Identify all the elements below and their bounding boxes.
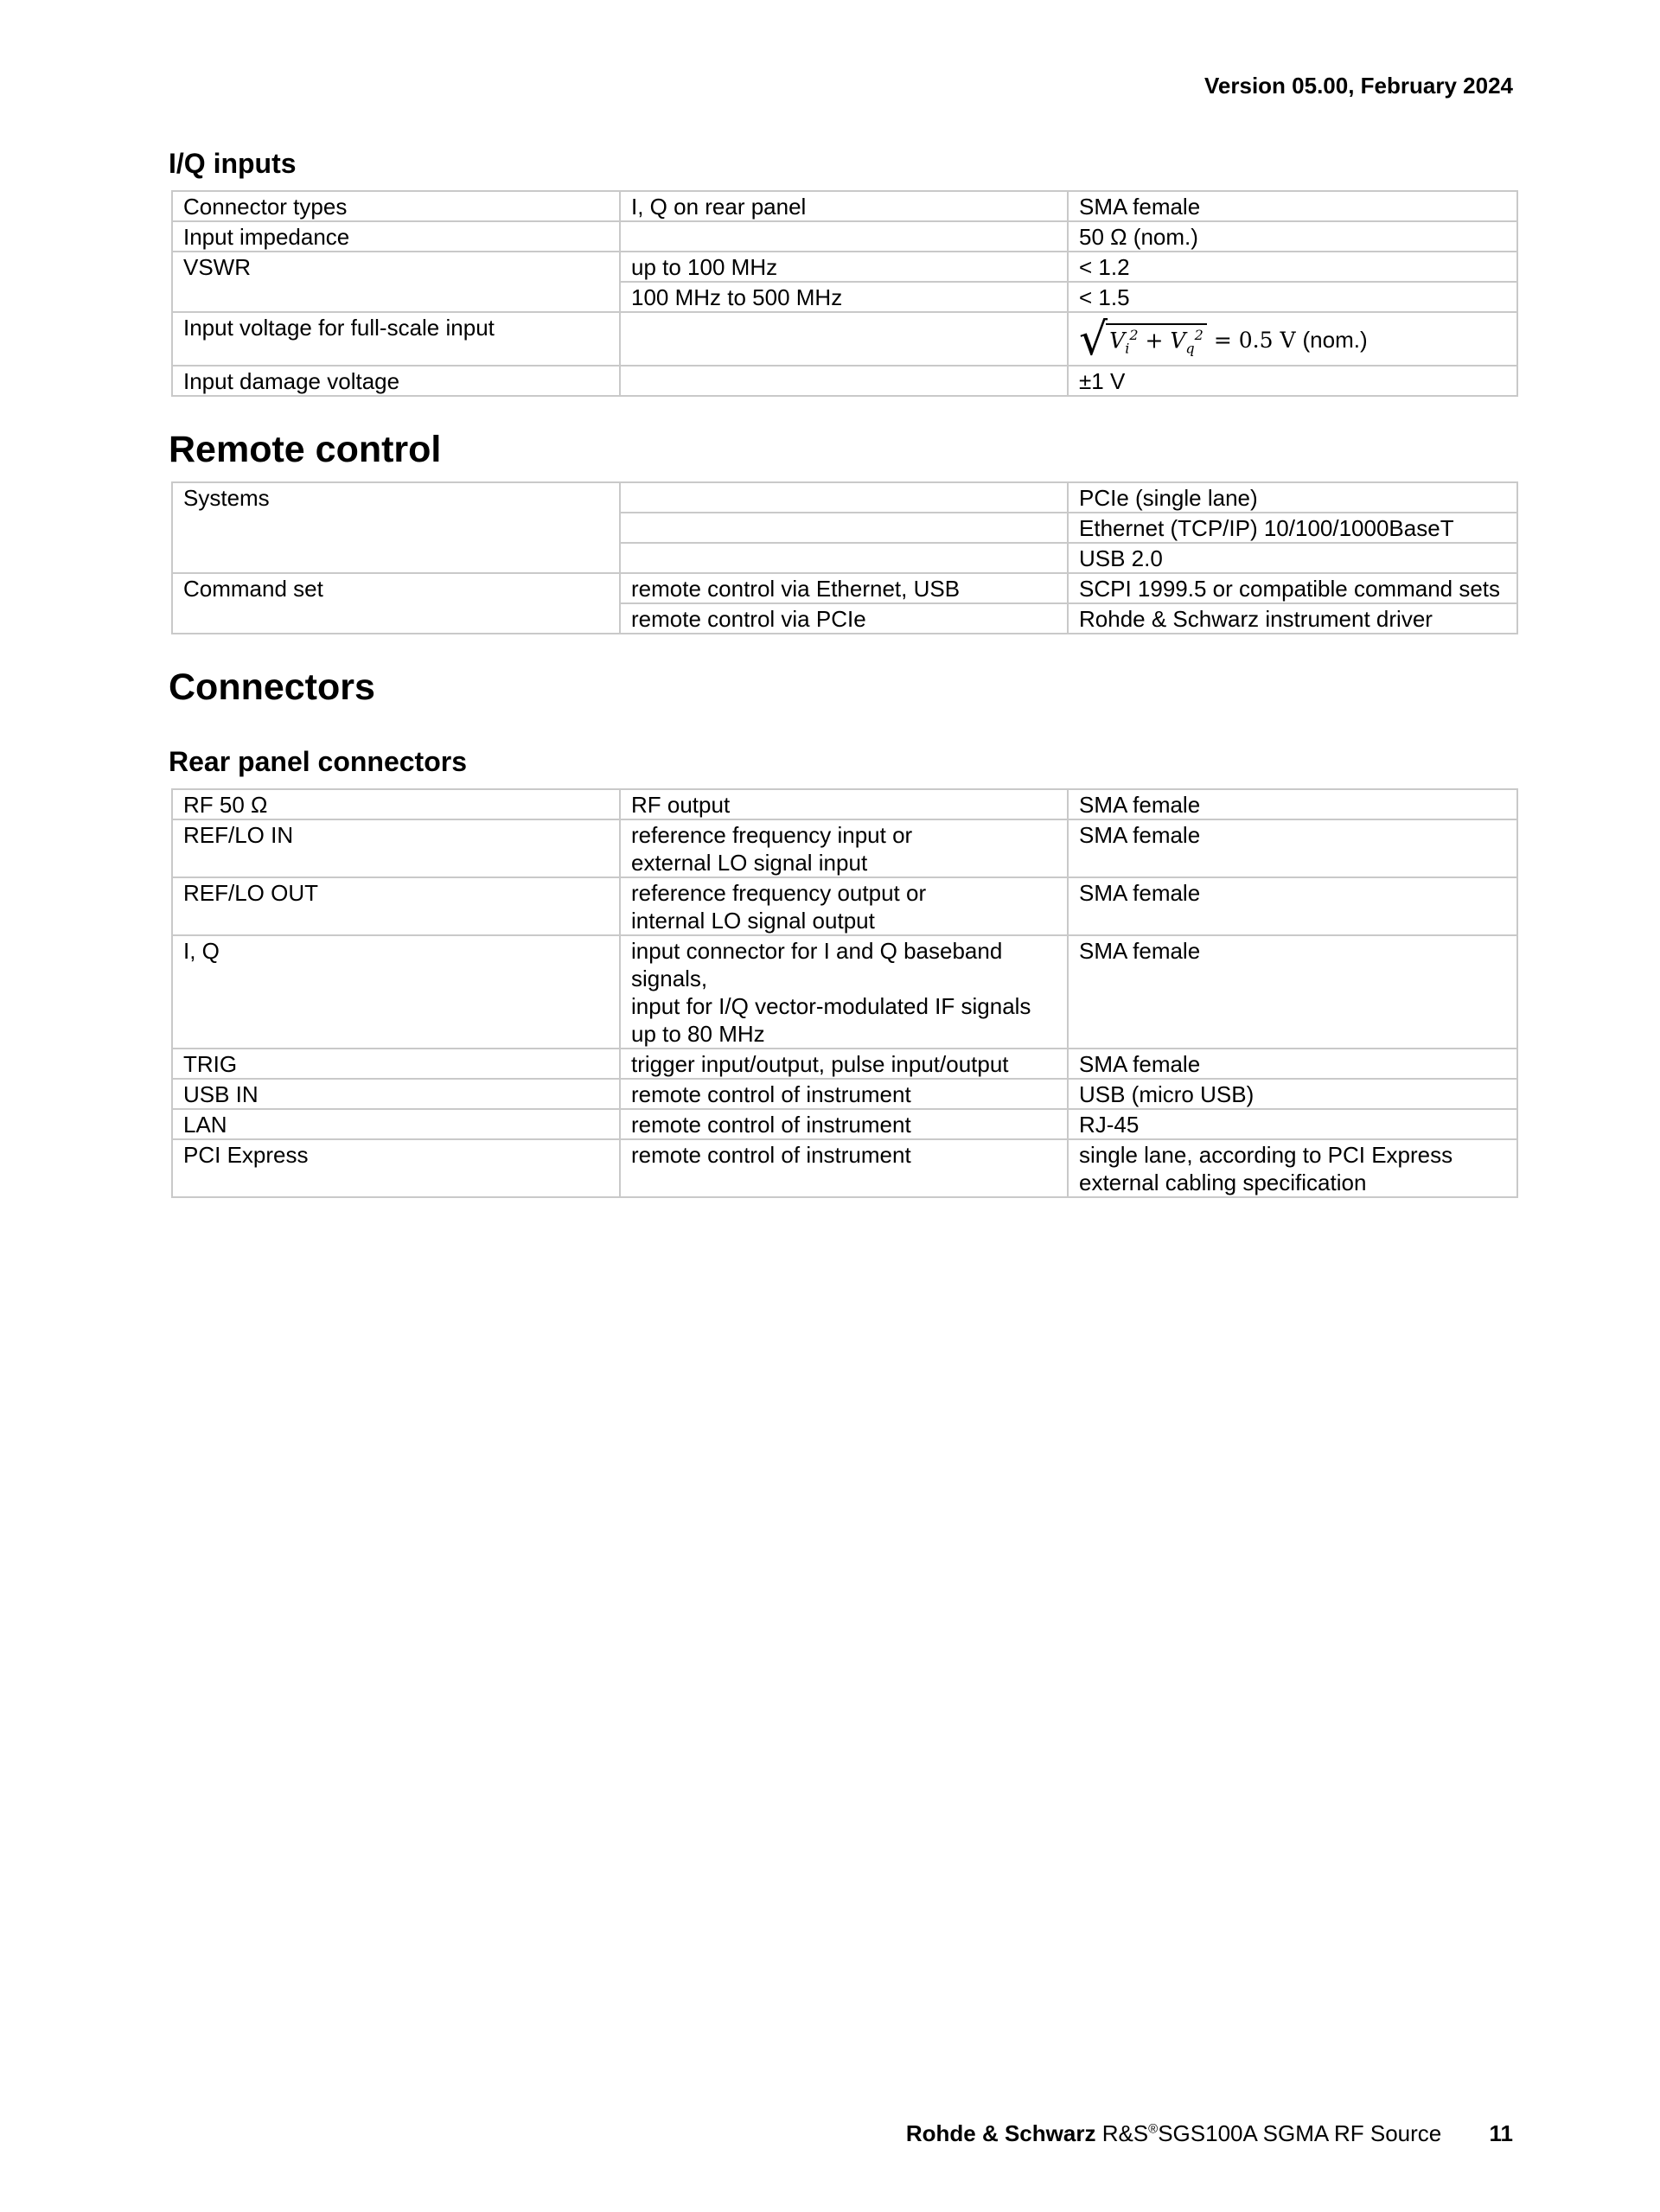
table-cell: RF 50 Ω [172,789,620,819]
table-cell: I, Q [172,935,620,1049]
table-cell: remote control of instrument [620,1079,1068,1109]
table-row [172,1079,1517,1109]
full-scale-formula [1079,314,1368,365]
table-cell: SMA female [1068,789,1517,819]
table-row [172,819,1517,877]
table-cell: REF/LO OUT [172,877,620,935]
table-row [172,1049,1517,1079]
cell-line: signals, [631,965,708,991]
rear-panel-connectors-heading: Rear panel connectors [169,745,467,777]
table-cell [620,366,1068,396]
table-row [172,573,1517,603]
footer-product-prefix: R&S [1101,2120,1149,2146]
cell-line: internal LO signal output [631,907,875,934]
table-row [172,482,1517,513]
table-cell: PCI Express [172,1139,620,1197]
table-cell [1068,312,1517,366]
page-number: 11 [1489,2120,1513,2146]
table-cell: up to 100 MHz [620,252,1068,282]
table-cell: RJ-45 [1068,1109,1517,1139]
table-cell [620,312,1068,366]
table-row [172,252,1517,282]
cell-line: external cabling specification [1079,1169,1367,1195]
table-cell: ±1 V [1068,366,1517,396]
table-cell [620,221,1068,252]
table-row [172,1109,1517,1139]
cell-line: reference frequency input or [631,821,913,848]
table-row [172,1139,1517,1197]
table-cell: LAN [172,1109,620,1139]
page-footer [906,2120,1513,2147]
table-cell: Input damage voltage [172,366,620,396]
footer-product: SGS100A SGMA RF Source [1158,2120,1442,2146]
rear-panel-connectors-table [171,788,1518,1198]
table-cell: 100 MHz to 500 MHz [620,282,1068,312]
document-body [169,147,1517,1198]
table-cell: VSWR [172,252,620,312]
table-cell: RF output [620,789,1068,819]
table-row [172,312,1517,366]
document-version: Version 05.00, February 2024 [1204,73,1513,99]
remote-control-table [171,481,1518,634]
formula-nom: (nom.) [1302,327,1368,354]
table-cell: remote control via PCIe [620,603,1068,634]
table-cell: USB 2.0 [1068,543,1517,573]
table-cell: I, Q on rear panel [620,191,1068,221]
table-cell: REF/LO IN [172,819,620,877]
cell-line: input connector for I and Q baseband [631,937,1003,964]
table-cell [1068,1139,1517,1197]
table-row [172,366,1517,396]
table-row [172,221,1517,252]
iq-inputs-table [171,190,1518,397]
connectors-heading: Connectors [169,666,375,708]
table-cell [620,819,1068,877]
table-cell: SMA female [1068,935,1517,1049]
table-cell: SCPI 1999.5 or compatible command sets [1068,573,1517,603]
table-cell: < 1.2 [1068,252,1517,282]
table-cell [620,482,1068,513]
table-cell: < 1.5 [1068,282,1517,312]
table-row [172,935,1517,1049]
table-cell: remote control of instrument [620,1139,1068,1197]
cell-line: external LO signal input [631,849,868,876]
table-cell: Ethernet (TCP/IP) 10/100/1000BaseT [1068,513,1517,543]
table-cell [620,877,1068,935]
table-cell: remote control via Ethernet, USB [620,573,1068,603]
table-cell: SMA female [1068,191,1517,221]
remote-control-heading: Remote control [169,429,442,471]
table-cell: Command set [172,573,620,634]
table-cell: USB IN [172,1079,620,1109]
table-cell: PCIe (single lane) [1068,482,1517,513]
table-cell: TRIG [172,1049,620,1079]
cell-line: input for I/Q vector-modulated IF signals [631,992,1031,1019]
table-cell: 50 Ω (nom.) [1068,221,1517,252]
table-cell: Input impedance [172,221,620,252]
table-cell [620,935,1068,1049]
cell-line: single lane, according to PCI Express [1079,1141,1453,1168]
table-row [172,789,1517,819]
cell-line: up to 80 MHz [631,1020,765,1047]
iq-inputs-heading: I/Q inputs [169,148,297,179]
table-row [172,877,1517,935]
table-cell: trigger input/output, pulse input/output [620,1049,1068,1079]
table-cell: USB (micro USB) [1068,1079,1517,1109]
footer-company: Rohde & Schwarz [905,2120,1096,2146]
table-cell: Rohde & Schwarz instrument driver [1068,603,1517,634]
table-cell: SMA female [1068,1049,1517,1079]
formula-radicand: $V_i^2 + V_q^2$ [1106,323,1207,357]
table-cell: remote control of instrument [620,1109,1068,1139]
cell-line: reference frequency output or [631,879,927,906]
table-row [172,191,1517,221]
formula-equals: = 0.5 V [1213,327,1296,353]
table-cell: SMA female [1068,819,1517,877]
table-cell: Connector types [172,191,620,221]
table-cell [620,513,1068,543]
table-cell: SMA female [1068,877,1517,935]
registered-mark: ® [1148,2121,1159,2137]
table-cell [620,543,1068,573]
square-root-symbol: √ [1079,314,1108,367]
table-cell: Systems [172,482,620,573]
table-cell: Input voltage for full-scale input [172,312,620,366]
